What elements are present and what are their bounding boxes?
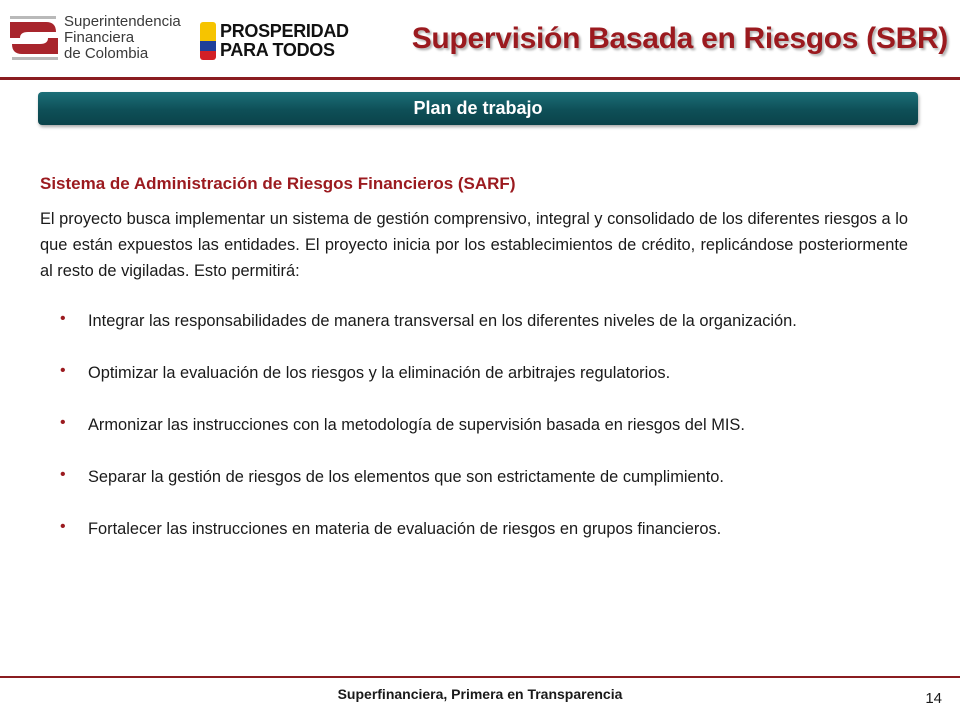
sfc-logo-icon (6, 12, 62, 64)
bullet-icon: • (60, 310, 66, 327)
section-banner: Plan de trabajo (38, 92, 918, 125)
list-item (40, 308, 908, 334)
bullet-text: Integrar las responsabilidades de manera transversal en los diferentes niveles de la organización. (88, 312, 797, 330)
list-item (40, 516, 908, 542)
list-item (40, 412, 908, 438)
prosperidad-logo (200, 22, 350, 60)
sfc-logo-text (64, 13, 181, 62)
list-item (40, 360, 908, 386)
footer-slogan: Superfinanciera, Primera en Transparencia (337, 686, 623, 702)
header-divider (0, 77, 960, 80)
prosperidad-logo-text (220, 22, 349, 60)
bullet-text: Armonizar las instrucciones con la metodología de supervisión basada en riesgos del MIS. (88, 416, 745, 434)
colombia-flag-icon (200, 22, 216, 60)
footer-divider (0, 676, 960, 678)
bullet-list (40, 308, 908, 542)
bullet-icon: • (60, 518, 66, 535)
bullet-icon: • (60, 466, 66, 483)
slide-header (0, 0, 960, 80)
prosperidad-line1: PROSPERIDAD (220, 21, 349, 41)
sfc-logo-line1: Superintendencia (64, 13, 181, 30)
sfc-logo-line2: Financiera (64, 29, 135, 46)
section-subtitle: Sistema de Administración de Riesgos Financieros (SARF) (40, 174, 516, 193)
bullet-icon: • (60, 362, 66, 379)
bullet-text: Fortalecer las instrucciones en materia de evaluación de riesgos en grupos financieros. (88, 520, 722, 538)
bullet-text: Optimizar la evaluación de los riesgos y la eliminación de arbitrajes regulatorios. (88, 364, 671, 382)
bullet-icon: • (60, 414, 66, 431)
prosperidad-line2: PARA TODOS (220, 40, 335, 60)
intro-paragraph: El proyecto busca implementar un sistema de gestión comprensivo, integral y consolidado de los diferentes riesgos a lo que están expuestos las entidades. El proyecto inicia por los establecimientos de crédito, replicándose posteriormente al resto de vigiladas. Esto permitirá: (40, 210, 908, 280)
sfc-logo-line3: de Colombia (64, 45, 149, 62)
list-item (40, 464, 908, 490)
slide-body (40, 172, 908, 568)
page-number: 14 (925, 690, 942, 707)
sfc-logo (6, 10, 181, 66)
slide-title: Supervisión Basada en Riesgos (SBR) (411, 22, 948, 55)
bullet-text: Separar la gestión de riesgos de los elementos que son estrictamente de cumplimiento. (88, 468, 724, 486)
